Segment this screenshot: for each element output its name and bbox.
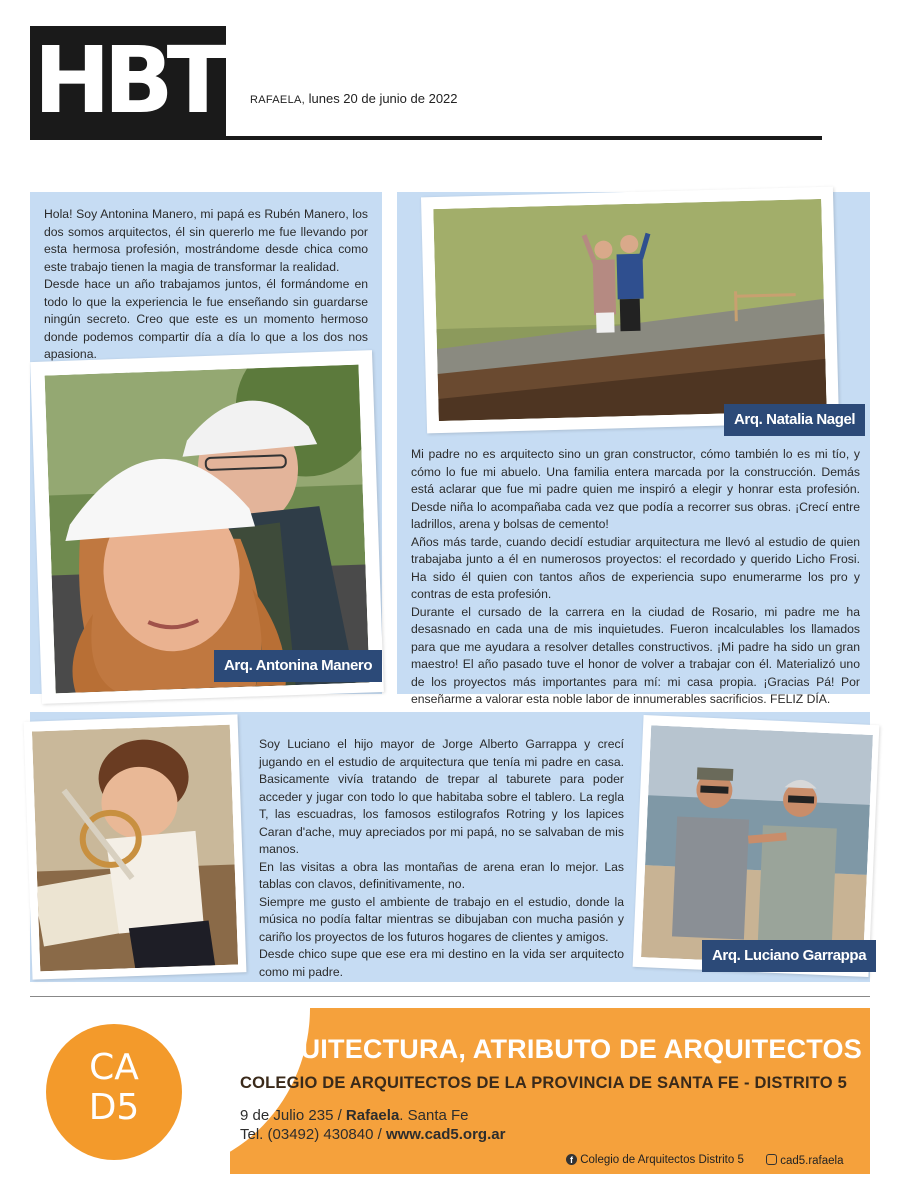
cad5-logo-text — [46, 1048, 182, 1128]
story-text-natalia — [411, 446, 860, 709]
cad5-logo-top: CA — [89, 1047, 139, 1088]
footer-phone: Tel. (03492) 430840 / — [240, 1126, 382, 1143]
story-text-luciano — [259, 736, 624, 981]
photo-caption-luciano: Arq. Luciano Garrappa — [702, 940, 876, 972]
footer-address — [240, 1106, 505, 1125]
photo-frame-luciano-child — [24, 714, 247, 979]
footer-title: ARQUITECTURA, ATRIBUTO DE ARQUITECTOS — [240, 1034, 862, 1064]
instagram-icon — [766, 1154, 777, 1165]
story-text-antonina — [44, 206, 368, 364]
address-city: Rafaela — [345, 1107, 400, 1124]
cad5-logo-bottom: D5 — [88, 1087, 140, 1128]
footer-website-link[interactable]: www.cad5.org.ar — [385, 1126, 506, 1143]
facebook-icon: f — [566, 1154, 577, 1165]
masthead-logo: HBT — [33, 27, 223, 134]
instagram-handle: cad5.rafaela — [780, 1155, 844, 1167]
dateline-date: lunes 20 de junio de 2022 — [308, 91, 458, 106]
footer-rule — [30, 996, 870, 997]
paragraph: Durante el cursado de la carrera en la ciudad de Rosario, mi padre me ha desasnado en cada una de mis inquietudes. Fueron incalculables los llamados para que me ayudara a resolver detalles constructivos. ¡Mi padre ha sido un gran maestro! El año pasado tuve el honor de volver a trabajar con él. Materializó uno de los proyectos más importantes para mí: mi casa propia. ¡Gracias Pá! Por enseñarme a valorar esta noble labor de innumerables sacrificios. FELIZ DÍA. — [411, 604, 860, 706]
facebook-handle: Colegio de Arquitectos Distrito 5 — [580, 1154, 744, 1166]
paragraph: Hola! Soy Antonina Manero, mi papá es Rubén Manero, los dos somos arquitectos, él sin quererlo me fue llevando por esta hermosa profesión, mostrándome desde chica como este trabajo tienen la magia de transformar la realidad. — [44, 207, 368, 274]
photo-luciano-child — [32, 725, 238, 972]
footer-instagram[interactable] — [766, 1154, 844, 1167]
header-rule — [226, 136, 822, 140]
paragraph: Desde hace un año trabajamos juntos, él formándome en todo lo que la experiencia le fue enseñando sin guardarse ningún secreto. Creo que este es un momento hermoso donde podemos compartir día a día lo que a los dos nos apasiona. — [44, 277, 368, 361]
paragraph: Soy Luciano el hijo mayor de Jorge Alberto Garrappa y crecí jugando en el estudio de arquitectura que tenía mi padre en casa. Basicamente vivía tratando de trepar al taburete para poder acceder y jugar con todo lo que habitaba sobre el tablero. La regla T, las escuadras, los famosos estilografos Rotring y los lapices Caran d'ache, muy apreciados por mi papá, no se salvaban de mis manos. — [259, 737, 624, 856]
photo-caption-natalia: Arq. Natalia Nagel — [724, 404, 865, 436]
footer-phone-web — [240, 1125, 505, 1144]
paragraph: Desde chico supe que ese era mi destino en la vida ser arquitecto como mi padre. — [259, 947, 624, 979]
dateline — [250, 91, 458, 106]
address-province: . Santa Fe — [399, 1107, 469, 1124]
address-street: 9 de Julio 235 / — [240, 1107, 342, 1124]
footer-subtitle: COLEGIO DE ARQUITECTOS DE LA PROVINCIA DE SANTA FE - DISTRITO 5 — [240, 1074, 847, 1092]
paragraph: Años más tarde, cuando decidí estudiar arquitectura me llevó al estudio de quien trabajaba junto a él en numerosos proyectos: el recordado y querido Licho Frosi. Ha sido él quien con tantos años de experiencia supo enumerarme los pro y contras de esta profesión. — [411, 534, 860, 601]
paragraph: En las visitas a obra las montañas de arena eran lo mejor. Las tablas con clavos, definitivamente, no. — [259, 859, 624, 891]
footer-facebook[interactable] — [566, 1154, 744, 1166]
paragraph: Siempre me gusto el ambiente de trabajo en el estudio, donde la música no podía faltar mientras se dibujaban con mucha pasión y cariño los proyectos de los futuros hogares de clientes y amigos. — [259, 894, 624, 944]
photo-frame-natalia — [421, 187, 839, 434]
photo-frame-luciano-father — [633, 715, 880, 977]
photo-luciano-and-father-beach — [641, 725, 873, 966]
dateline-city: RAFAELA, — [250, 94, 305, 106]
paragraph: Mi padre no es arquitecto sino un gran constructor, cómo también lo es mi tío, y cómo lo fue mi abuelo. Una familia entera marcada por la construcción. Demás está aclarar que fue mi padre quien me inspiró a elegir y honrar esta profesión. Desde niña lo acompañaba cada vez que podía a recorrer sus obras. ¡Crecí entre ladrillos, arena y bolsas de cemento! — [411, 447, 860, 531]
photo-antonina-and-father — [45, 365, 370, 694]
footer-contact — [240, 1106, 505, 1144]
photo-caption-antonina: Arq. Antonina Manero — [214, 650, 382, 682]
photo-natalia-construction-site — [433, 199, 826, 421]
